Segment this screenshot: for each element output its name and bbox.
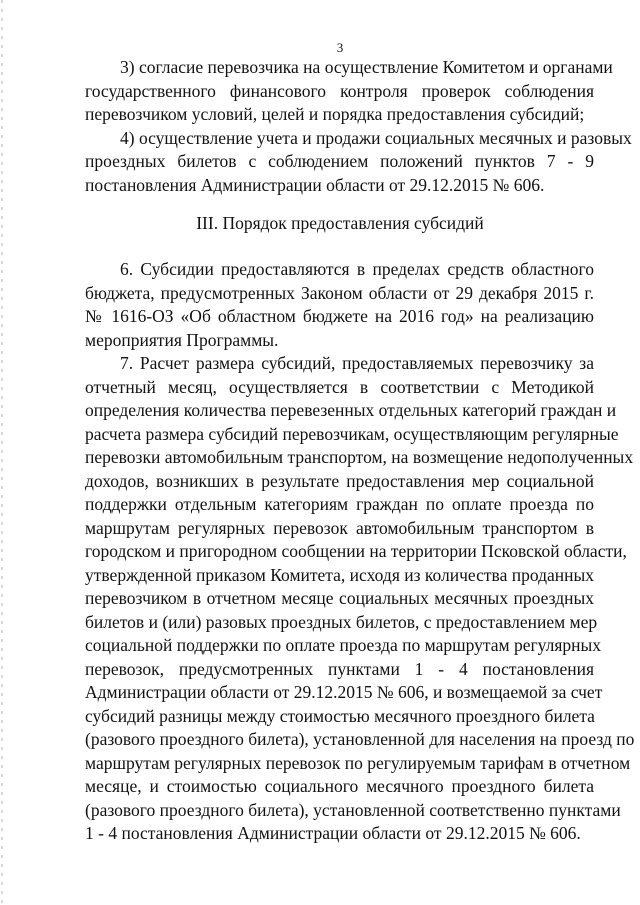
- section-heading: III. Порядок предоставления субсидий: [196, 213, 484, 233]
- text-line: доходов, возникших в результате предоставления мер социальной: [85, 470, 594, 491]
- text-line: перевозки автомобильным транспортом, на возмещение недополученных: [85, 447, 634, 467]
- text-line: бюджета, предусмотренных Законом области от 29 декабря 2015 г.: [85, 282, 594, 303]
- text-line: Администрации области от 29.12.2015 № 606, и возмещаемой за счет: [85, 682, 603, 702]
- text-line: 6. Субсидии предоставляются в пределах средств областного: [120, 259, 594, 279]
- text-line: 3) согласие перевозчика на осуществление Комитетом и органами: [120, 57, 613, 77]
- text-line: постановления Администрации области от 29.12.2015 № 606.: [85, 174, 545, 195]
- paragraph-item-6: [85, 258, 594, 352]
- text-line: государственного финансового контроля проверок соблюдения: [85, 80, 594, 101]
- text-line: перевозчиком условий, целей и порядка предоставления субсидий;: [85, 104, 585, 124]
- text-line: мероприятия Программы.: [85, 329, 279, 350]
- text-line: городском и пригородном сообщении на территории Псковской области,: [85, 541, 627, 561]
- paragraph-item-7: [85, 352, 635, 846]
- paragraph-item-3: [85, 56, 613, 127]
- text-line: 4) осуществление учета и продажи социальных месячных и разовых: [120, 127, 632, 148]
- text-line: проездных билетов с соблюдением положений пунктов 7 - 9: [85, 151, 594, 171]
- text-line: маршрутам регулярных перевозок автомобильным транспортом в: [85, 517, 594, 538]
- text-line: перевозок, предусмотренных пунктами 1 - 4 постановления: [85, 658, 594, 679]
- text-line: № 1616-ОЗ «Об областном бюджете на 2016 год» на реализацию: [85, 306, 594, 326]
- text-line: 7. Расчет размера субсидий, предоставляемых перевозчику за: [120, 353, 594, 373]
- text-line: билетов и (или) разовых проездных билетов, с предоставлением мер: [85, 611, 598, 632]
- text-line: социальной поддержки по оплате проезда по маршрутам регулярных: [85, 635, 602, 655]
- text-line: месяце, и стоимостью социального месячного проездного билета: [85, 776, 594, 796]
- text-line: перевозчиком в отчетном месяце социальных месячных проездных: [85, 588, 594, 608]
- text-line: поддержки отдельным категориям граждан по оплате проезда по: [85, 494, 594, 514]
- text-line: (разового проездного билета), установленной соответственно пунктами: [85, 799, 621, 820]
- page-number: 3: [336, 40, 344, 55]
- text-line: определения количества перевезенных отдельных категорий граждан и: [85, 400, 617, 420]
- scan-edge-artifact: [1, 0, 3, 905]
- text-line: субсидий разницы между стоимостью месячного проездного билета: [85, 705, 595, 726]
- text-line: маршрутам регулярных перевозок по регулируемым тарифам в отчетном: [85, 752, 631, 773]
- text-line: утвержденной приказом Комитета, исходя из количества проданных: [85, 564, 594, 585]
- text-line: 1 - 4 постановления Администрации области от 29.12.2015 № 606.: [85, 823, 581, 843]
- paragraph-item-4: [85, 127, 632, 198]
- text-line: отчетный месяц, осуществляется в соответствии с Методикой: [85, 376, 594, 397]
- text-line: расчета размера субсидий перевозчикам, осуществляющим регулярные: [85, 423, 619, 444]
- text-line: (разового проездного билета), установленной для населения на проезд по: [85, 729, 635, 749]
